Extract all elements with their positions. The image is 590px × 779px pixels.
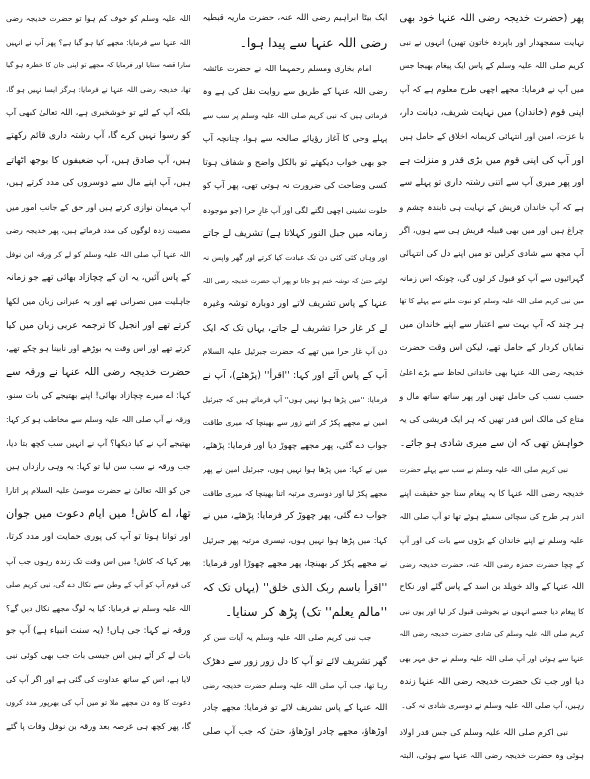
text-line: کسی وضاحت کی ضرورت نہ ہوتی تھی، پھر آپ کو <box>202 181 388 192</box>
text-line: جب ورقہ نے سب سن لیا تو کہا: یہ وہی رازداں ہیں <box>5 461 191 472</box>
text-column-third <box>6 7 191 779</box>
paragraph <box>203 626 388 744</box>
text-line: میں نے کہا: میں پڑھا ہوا نہیں ہوں، جبرئیل امین نے پھر <box>202 465 388 475</box>
text-line: ہوئی وہ حضرت خدیجہ رضی اللہ عنہا سے ہوئی، البتہ <box>399 751 584 761</box>
text-line: کہا: اے میرے چچازاد بھائی! اپنے بھتیجے کی بات سنو، <box>5 390 191 401</box>
text-line: علیہ وسلم نے اپنے خاندان کے بڑوں سے بات کی اور آپ <box>399 536 584 546</box>
text-line: کی قوم آپ کو آپ کے وطن سے نکال دے گی، نبی کریم صلی <box>5 580 191 590</box>
text-line: حسب نسب کی حامل تھیں اور پھر ساتھ ساتھ مال و <box>399 390 584 401</box>
text-line: اللہ عنہا سے فرمایا: مجھے کیا ہو گیا ہے؟ پھر آپ نے انہیں <box>5 37 191 47</box>
text-line: کے چچا حضرت حمزہ رضی اللہ عنہ، حضرت خدیجہ رضی <box>399 559 584 569</box>
text-line: عنہا کے پاس تشریف لاتے اور دوبارہ توشہ وغیرہ <box>202 299 388 310</box>
text-line: جاہلیت میں نصرانی تھے اور یہ عبرانی زبان میں لکھا <box>5 296 191 307</box>
text-line: اور آپ کی اپنی قوم میں بڑی قدر و منزلت ہے <box>399 154 584 166</box>
text-line: چراغ ہیں اور میں بھی قبیلہ قریش ہی سے ہوں، اگر <box>399 225 584 236</box>
text-line: میں آپ نے فرمایا: مجھے اچھی طرح معلوم ہے کہ آپ <box>399 83 584 94</box>
text-line: جواب دے گئی، پھر مجھے چھوڑ دیا اور فرمایا: پڑھئے، <box>202 440 388 451</box>
text-line: کریم صلی اللہ علیہ وسلم کی شادی حضرت خدیجہ رضی اللہ <box>399 630 584 639</box>
text-line: اندر ہر طرح کی سچائی سمیٹے ہوئے تھا تو آپ صلی اللہ <box>399 512 584 522</box>
text-line: جواب دے گئی، پھر چھوڑ کر فرمایا: پڑھئے، میں نے <box>202 511 388 522</box>
text-line: مجھے پکڑ لیا اور دوسری مرتبہ اتنا بھینچا کہ میری طاقت <box>202 488 388 498</box>
text-line: لے کر غار حرا تشریف لے جاتے، یہاں تک کہ ایک <box>202 322 388 334</box>
text-line: دیا اور جب تک حضرت خدیجہ رضی اللہ عنہا زندہ <box>399 676 584 687</box>
text-line: آپ کے پاس آئے اور کہا: ''اقرأ'' (پڑھئے)، آپ نے <box>202 369 388 381</box>
text-line: خلوت نشینی اچھی لگنے لگی اور آپ غارِ حرا (جو موجودہ <box>202 205 388 215</box>
text-line: اوڑھاؤ، مجھے چادر اوڑھاؤ، حتیٰ کہ جب آپ صلی <box>202 726 388 737</box>
text-line: اللہ عنہا کے والد خویلد بن اسد کے پاس گئے اور نکاح <box>399 582 584 593</box>
text-line: با عزت، امین اور انتہائی کریمانہ اخلاق کے حامل ہیں <box>399 130 584 141</box>
text-line: ورقہ نے کہا: جی ہاں! (یہ سنت انبیاء ہے) آپ جو <box>5 626 191 637</box>
text-line: میں نبی کریم صلی اللہ علیہ وسلم کو نبوت ملنے سے پہلے کا تھا <box>399 297 584 306</box>
text-line: بلکہ آپ کے لئے تو خوشخبری ہے، اللہ تعالیٰ کبھی آپ <box>5 107 191 118</box>
text-line: حضرت خدیجہ رضی اللہ عنہا نے ورقہ سے <box>5 365 191 378</box>
text-line: گھر تشریف لائے تو آپ کا دل زور زور سے دھڑک <box>202 656 388 668</box>
paragraph <box>399 7 584 455</box>
text-line: اللہ عنہا آپ صلی اللہ علیہ وسلم کو لے کر ورقہ ابن نوفل <box>5 249 191 259</box>
paragraph <box>399 721 584 768</box>
text-line: خدیجہ رضی اللہ عنہا کا یہ پیغام سنا جو حقیقت اپنے <box>399 487 584 498</box>
text-line: ایک بیٹا ابراہیم رضی اللہ عنہ، حضرت ماریہ قبطیہ <box>202 13 388 23</box>
text-line: جو بھی خواب دیکھتے تو بالکل واضح و شفاف ہوتا <box>202 157 388 168</box>
text-line: گا، پھر کچھ ہی عرصہ بعد ورقہ بن نوفل وفات پا گئے <box>5 720 191 731</box>
text-line: کریم صلی اللہ علیہ وسلم کے پاس ایک پیغام بھیجا جس <box>399 61 584 71</box>
paragraph <box>203 57 388 623</box>
text-line: ورقہ نے آپ صلی اللہ علیہ وسلم سے مخاطب ہو کر کہا: <box>5 415 191 425</box>
paragraph <box>203 7 388 54</box>
text-line: نمایاں کردار کے حامل تھے، لیکن اس وقت حضرت <box>399 343 584 354</box>
text-line: پہلے وحی کا آغاز رؤیائے صالحہ سے ہوا، چنانچہ آپ <box>202 133 388 144</box>
text-line: ''اقرأ باسم ربک الذی خلق'' (یہاں تک کہ <box>202 581 388 595</box>
text-line: کرتے تھے اور انجیل کا ترجمہ عربی زبان میں کیا <box>5 319 191 331</box>
text-line: دن آپ غار حرا میں تھے کہ حضرت جبرئیل علیہ السلام <box>202 347 388 357</box>
text-line: دعوت کا وہ دن مجھے ملا تو میں آپ کی بھرپور مدد کروں <box>5 698 191 708</box>
text-line: رضی اللہ عنہا کے طریق سے روایت نقل کی ہے وہ <box>202 86 388 97</box>
text-line: سارا قصہ سنایا اور فرمایا کہ مجھے تو اپنی جان کا خطرہ ہو گیا <box>5 61 191 70</box>
text-line: تھا، اے کاش! میں ایام دعوت میں جوان <box>5 507 191 521</box>
text-line: بات لے کر آئے ہیں اس جیسی بات جب بھی کوئی نبی <box>5 650 191 661</box>
text-line: فرمایا: ''میں پڑھا ہوا نہیں ہوں'' آپ فرماتے ہیں کہ جبرئیل <box>202 394 388 404</box>
text-line: ہیں، آپ صادق ہیں، آپ ضعیفوں کا بوجھ اٹھاتے <box>5 154 191 166</box>
text-line: بھتیجے آپ نے کیا دیکھا؟ آپ نے انہیں سب کچھ بتا دیا، <box>5 437 191 448</box>
paragraph <box>399 458 584 718</box>
text-column-first <box>399 7 584 779</box>
text-line: گہرائیوں سے آپ کو قبول کر لوں گی، چونکہ اس زمانہ <box>399 273 584 283</box>
text-line: متاع کی مالک اس قدر تھیں کہ ہر ایک قریشی کی یہ <box>399 414 584 425</box>
text-line: اپنی قوم (خاندان) میں نہایت شریف، دیانت دار، <box>399 107 584 119</box>
text-line: خواہش تھی کہ ان سے میری شادی ہو جائے۔ <box>399 437 584 449</box>
text-line: لوٹتے حتیٰ کہ توشہ ختم ہو جاتا تو پھر آپ حضرت خدیجہ رضی اللہ <box>202 276 388 285</box>
text-line: ''مالم یعلم'' تک) پڑھ کر سنایا۔ <box>224 603 388 619</box>
text-line: عنہا سے ہوئی اور آپ صلی اللہ علیہ وسلم نے حق مہر بھی <box>399 654 584 664</box>
text-line: رہا تھا، جب آپ صلی اللہ علیہ وسلم حضرت خدیجہ رضی <box>202 680 388 690</box>
text-line: نے مجھے پکڑ کر بھینچا، پھر مجھے چھوڑا اور فرمایا: <box>202 558 388 569</box>
text-line: نہایت سمجھدار اور باپردہ خاتون تھیں) انہوں نے نبی <box>399 36 584 47</box>
text-line: تھا، خدیجہ رضی اللہ عنہا نے فرمایا: ہرگز ایسا نہیں ہو گا، <box>5 84 191 94</box>
text-line: امام بخاری ومسلم رحمہما اللہ نے حضرت عائشہ <box>202 64 372 74</box>
text-line: مصیبت زدہ لوگوں کی مدد فرماتے ہیں، پھر خدیجہ رضی <box>5 226 191 236</box>
text-line: لایا ہے، اس کے ساتھ عداوت کی گئی ہے اور اگر آپ کی <box>5 674 191 684</box>
text-line: اللہ علیہ وسلم نے فرمایا: کیا یہ لوگ مجھے نکال دیں گے؟ <box>5 603 191 613</box>
text-line: کو رسوا نہیں کرے گا، آپ رشتہ داری قائم رکھتے <box>5 130 191 141</box>
text-line: پھر (حضرت خدیجہ رضی اللہ عنہا خود بھی <box>399 13 584 24</box>
text-line: کرتے تھے اور اس وقت یہ بوڑھے اور نابینا ہو چکے تھے، <box>5 343 191 354</box>
text-line: آپ مہمان نوازی کرتے ہیں اور حق کے جانب امور میں <box>5 201 191 212</box>
text-line: ہے کہ آپ خاندان قریش کے نہایت ہی تابندہ چشم و <box>399 201 584 212</box>
text-line: کا پیغام دیا جسے انہوں نے بخوشی قبول کر لیا اور یوں نبی <box>399 606 584 616</box>
text-line: اور پھر میری آپ سے اتنی رشتہ داری تو پہلے سے <box>399 178 584 189</box>
text-line: فرماتی ہیں کہ نبی کریم صلی اللہ علیہ وسلم پر سب سے <box>202 111 388 121</box>
text-line: ہیں، آپ اپنے مال سے دوسروں کی مدد کرتے ہیں، <box>5 178 191 189</box>
text-line: رہیں، آپ صلی اللہ علیہ وسلم نے دوسری شادی نہ کی۔ <box>401 701 584 711</box>
text-line: ہر چند کہ آپ بہت سے اعتبار سے اپنے خاندان میں <box>399 319 584 330</box>
text-line: زمانہ میں جبل النور کہلاتا ہے) تشریف لے جاتے <box>202 228 388 240</box>
text-line: کہا: میں پڑھا ہوا نہیں ہوں، تیسری مرتبہ پھر جبرئیل <box>202 536 388 546</box>
text-line: رضی اللہ عنہا سے پیدا ہوا۔ <box>239 34 388 50</box>
text-line: کے پاس آئیں، یہ ان کے چچازاد بھائی تھے جو زمانہ <box>5 272 191 283</box>
text-line: اللہ عنہا کے پاس تشریف لائے تو فرمایا: مجھے چادر <box>202 703 388 714</box>
text-line: جن کو اللہ تعالیٰ نے حضرت موسیٰ علیہ السلام پر اتارا <box>5 485 191 495</box>
text-line: خدیجہ رضی اللہ عنہا بھی خاندانی لحاظ سے بڑے اعلیٰ <box>399 367 584 377</box>
text-line: نبی اکرم صلی اللہ علیہ وسلم کی جس قدر اولاد <box>399 726 568 737</box>
text-column-second <box>203 7 388 779</box>
text-line: امین نے مجھے پکڑ کر اتنے زور سے بھینچا کہ میری طاقت <box>202 418 388 428</box>
text-line: اور توانا ہوتا تو آپ کی پوری حمایت اور مدد کرتا، <box>5 532 191 543</box>
text-line: اور وہاں کئی کئی دن تک عبادت کیا کرتے اور گھر واپس نہ <box>202 252 388 262</box>
text-line: جب نبی کریم صلی اللہ علیہ وسلم یہ آیات سن کر <box>202 633 372 643</box>
paragraph <box>6 7 191 738</box>
text-line: پھر کہا کہ کاش! میں اس وقت تک زندہ رہوں جب آپ <box>5 556 191 566</box>
text-line: اللہ علیہ وسلم کو خوف کم ہوا تو حضرت خدیجہ رضی <box>5 14 191 23</box>
text-line: آپ مجھ سے شادی کرلیں تو میں اپنے دل کی انتہائی <box>399 248 584 259</box>
text-line: نبی کریم صلی اللہ علیہ وسلم نے سب سے پہلے حضرت <box>399 465 568 475</box>
